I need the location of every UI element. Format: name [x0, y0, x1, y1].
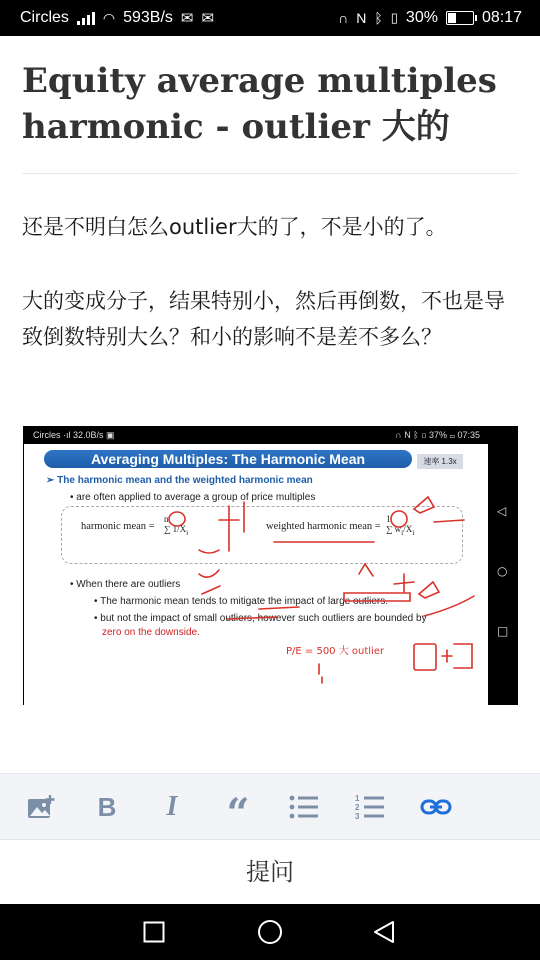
battery-percent: 30%	[405, 9, 438, 26]
italic-icon: I	[166, 791, 178, 822]
home-button[interactable]	[240, 904, 300, 960]
formula-weighted-fraction: 1 ∑ $w_i/X_i$	[386, 514, 415, 537]
slide-bullet-2: • When there are outliers	[70, 579, 181, 590]
body-paragraph-2[interactable]: 大的变成分子，结果特别小，然后再倒数，不也是导致倒数特别大么？和小的影响不是差不多么？	[22, 289, 505, 349]
slide-bullet-1: ➢ The harmonic mean and the weighted harmonic mean	[46, 475, 313, 486]
vibrate-icon: ▯	[390, 10, 398, 25]
slide-bullet-2-sub-1: • The harmonic mean tends to mitigate the impact of large outliers.	[94, 596, 389, 607]
link-icon	[420, 798, 452, 816]
back-button[interactable]	[354, 904, 414, 960]
embedded-time: 07:35	[457, 430, 480, 440]
bluetooth-icon: ᛒ	[374, 10, 383, 26]
quote-button[interactable]	[214, 774, 262, 840]
ask-button[interactable]: 提问	[246, 858, 294, 886]
embedded-home-icon: ○	[497, 564, 508, 578]
embedded-side-nav	[488, 444, 518, 705]
status-bar	[0, 0, 540, 36]
home-icon	[257, 919, 283, 945]
numbered-list-icon	[355, 794, 385, 820]
recents-icon	[143, 921, 165, 943]
recents-button[interactable]	[124, 904, 184, 960]
system-nav-bar	[0, 904, 540, 960]
formula-weighted: weighted harmonic mean =	[266, 521, 381, 532]
net-speed: 593B/s	[123, 9, 173, 26]
handwriting-ink	[24, 444, 509, 705]
back-icon	[372, 920, 396, 944]
svg-text:1: 1	[355, 794, 360, 803]
title-divider	[22, 173, 518, 174]
embedded-recents-icon: □	[497, 624, 509, 638]
bulleted-list-icon	[289, 795, 319, 819]
clock: 08:17	[481, 9, 522, 26]
slide-bullet-1-sub: • are often applied to average a group of price multiples	[70, 492, 316, 503]
question-title[interactable]: Equity average multiples harmonic - outlier 大的	[22, 61, 497, 147]
ask-bar	[0, 839, 540, 905]
body-paragraph-1[interactable]: 还是不明白怎么outlier大的了，不是小的了。	[22, 215, 447, 239]
wifi-icon: ◠	[102, 9, 116, 26]
headset-icon: ∩	[338, 10, 349, 26]
embedded-carrier: Circles	[33, 429, 61, 440]
mail-icon: ✉	[180, 10, 194, 27]
slide	[24, 444, 509, 705]
embedded-image[interactable]	[23, 426, 518, 705]
embedded-net-speed: 32.0B/s	[73, 429, 104, 440]
link-button[interactable]	[412, 774, 460, 840]
insert-image-button[interactable]	[17, 774, 65, 840]
nfc-icon: N	[356, 10, 367, 26]
numbered-list-button[interactable]	[346, 774, 394, 840]
formula-harmonic: harmonic mean =	[81, 521, 155, 532]
image-icon	[26, 793, 56, 821]
carrier-label: Circles	[20, 9, 69, 26]
embedded-battery: 37%	[429, 430, 448, 440]
speed-badge: 速率 1.3x	[417, 454, 463, 469]
svg-text:2: 2	[355, 803, 360, 812]
formatting-toolbar	[0, 773, 540, 840]
mail-icon-2: ✉	[201, 10, 215, 27]
embedded-status-bar: Circles ·ıl 32.0B/s ▣ ∩ N ᛒ ▯ 37% ▭ 07:35	[33, 429, 480, 440]
slide-bullet-2-sub-2: • but not the impact of small outliers, however such outliers are bounded by	[94, 613, 427, 624]
quote-icon: “	[226, 790, 250, 837]
slide-bullet-2-sub-3: zero on the downside.	[102, 627, 200, 638]
slide-banner: Averaging Multiples: The Harmonic Mean	[44, 450, 412, 468]
svg-text:3: 3	[355, 812, 360, 820]
embedded-back-icon: ◁	[497, 504, 507, 518]
italic-button[interactable]	[148, 774, 196, 840]
signal-icon	[77, 11, 95, 25]
bold-button[interactable]	[83, 774, 131, 840]
formula-harmonic-fraction: n ∑ $1/X_i$	[164, 514, 189, 537]
bulleted-list-button[interactable]	[280, 774, 328, 840]
handwriting-pe: P/E = 500 大 outlier	[286, 646, 385, 657]
battery-icon	[446, 11, 474, 25]
bold-icon: B	[97, 791, 117, 822]
